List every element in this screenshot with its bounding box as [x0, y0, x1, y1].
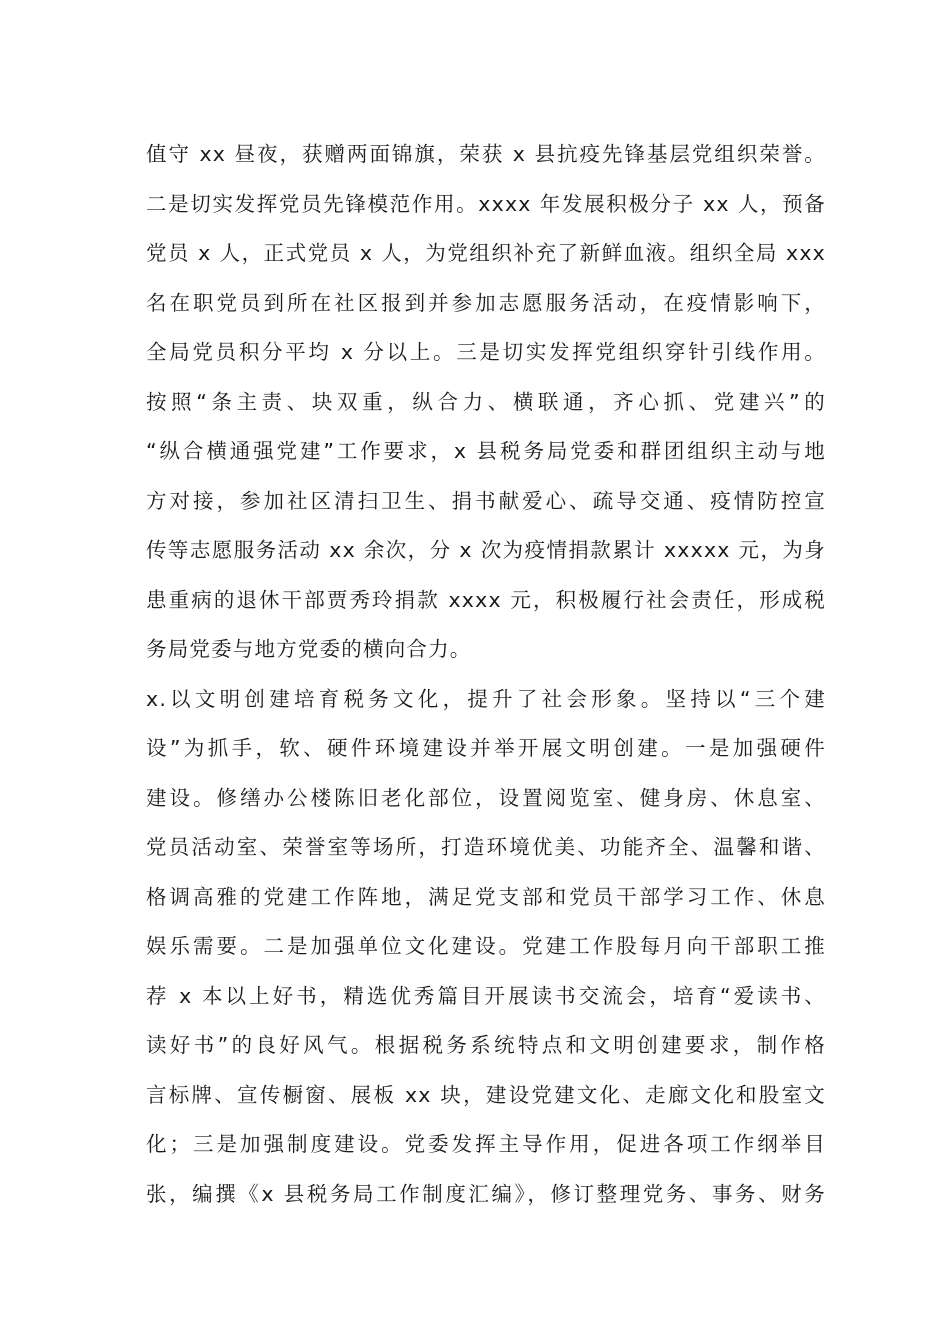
text-line: x.以文明创建培育税务文化，提升了社会形象。坚持以“三个建	[146, 686, 826, 711]
text-line: 党员活动室、荣誉室等场所，打造环境优美、功能齐全、温馨和谐、	[146, 835, 826, 859]
text-line: 名在职党员到所在社区报到并参加志愿服务活动，在疫情影响下，	[146, 290, 826, 315]
text-line: “纵合横通强党建”工作要求，x 县税务局党委和群团组织主动与地	[146, 439, 826, 463]
text-line: 方对接，参加社区清扫卫生、捐书献爱心、疏导交通、疫情防控宣	[146, 488, 826, 513]
text-line: 格调高雅的党建工作阵地，满足党支部和党员干部学习工作、休息	[146, 884, 826, 909]
text-line: 党员 x 人，正式党员 x 人，为党组织补充了新鲜血液。组织全局 xxx	[146, 241, 826, 265]
text-line: 患重病的退休干部贾秀玲捐款 xxxx 元，积极履行社会责任，形成税	[146, 587, 826, 612]
text-line: 设”为抓手，软、硬件环境建设并举开展文明创建。一是加强硬件	[146, 736, 826, 760]
text-line: 荐 x 本以上好书，精选优秀篇目开展读书交流会，培育“爱读书、	[146, 983, 826, 1008]
text-line: 言标牌、宣传橱窗、展板 xx 块，建设党建文化、走廊文化和股室文	[146, 1082, 826, 1107]
text-line: 务局党委与地方党委的横向合力。	[146, 637, 472, 661]
text-line: 二是切实发挥党员先锋模范作用。xxxx 年发展积极分子 xx 人，预备	[146, 191, 826, 216]
text-line: 传等志愿服务活动 xx 余次，分 x 次为疫情捐款累计 xxxxx 元，为身	[146, 538, 826, 562]
text-line: 娱乐需要。二是加强单位文化建设。党建工作股每月向干部职工推	[146, 934, 826, 958]
text-line: 值守 xx 昼夜，获赠两面锦旗，荣获 x 县抗疫先锋基层党组织荣誉。	[146, 142, 826, 166]
text-line: 建设。修缮办公楼陈旧老化部位，设置阅览室、健身房、休息室、	[146, 785, 826, 810]
text-line: 按照“条主责、块双重，纵合力、横联通，齐心抓、党建兴”的	[146, 389, 826, 414]
text-line: 读好书”的良好风气。根据税务系统特点和文明创建要求，制作格	[146, 1033, 826, 1057]
body-text	[146, 130, 826, 1219]
text-line: 全局党员积分平均 x 分以上。三是切实发挥党组织穿针引线作用。	[146, 340, 826, 364]
text-line: 化；三是加强制度建设。党委发挥主导作用，促进各项工作纲举目	[146, 1132, 826, 1156]
text-line: 张，编撰《x 县税务局工作制度汇编》，修订整理党务、事务、财务	[146, 1181, 826, 1206]
